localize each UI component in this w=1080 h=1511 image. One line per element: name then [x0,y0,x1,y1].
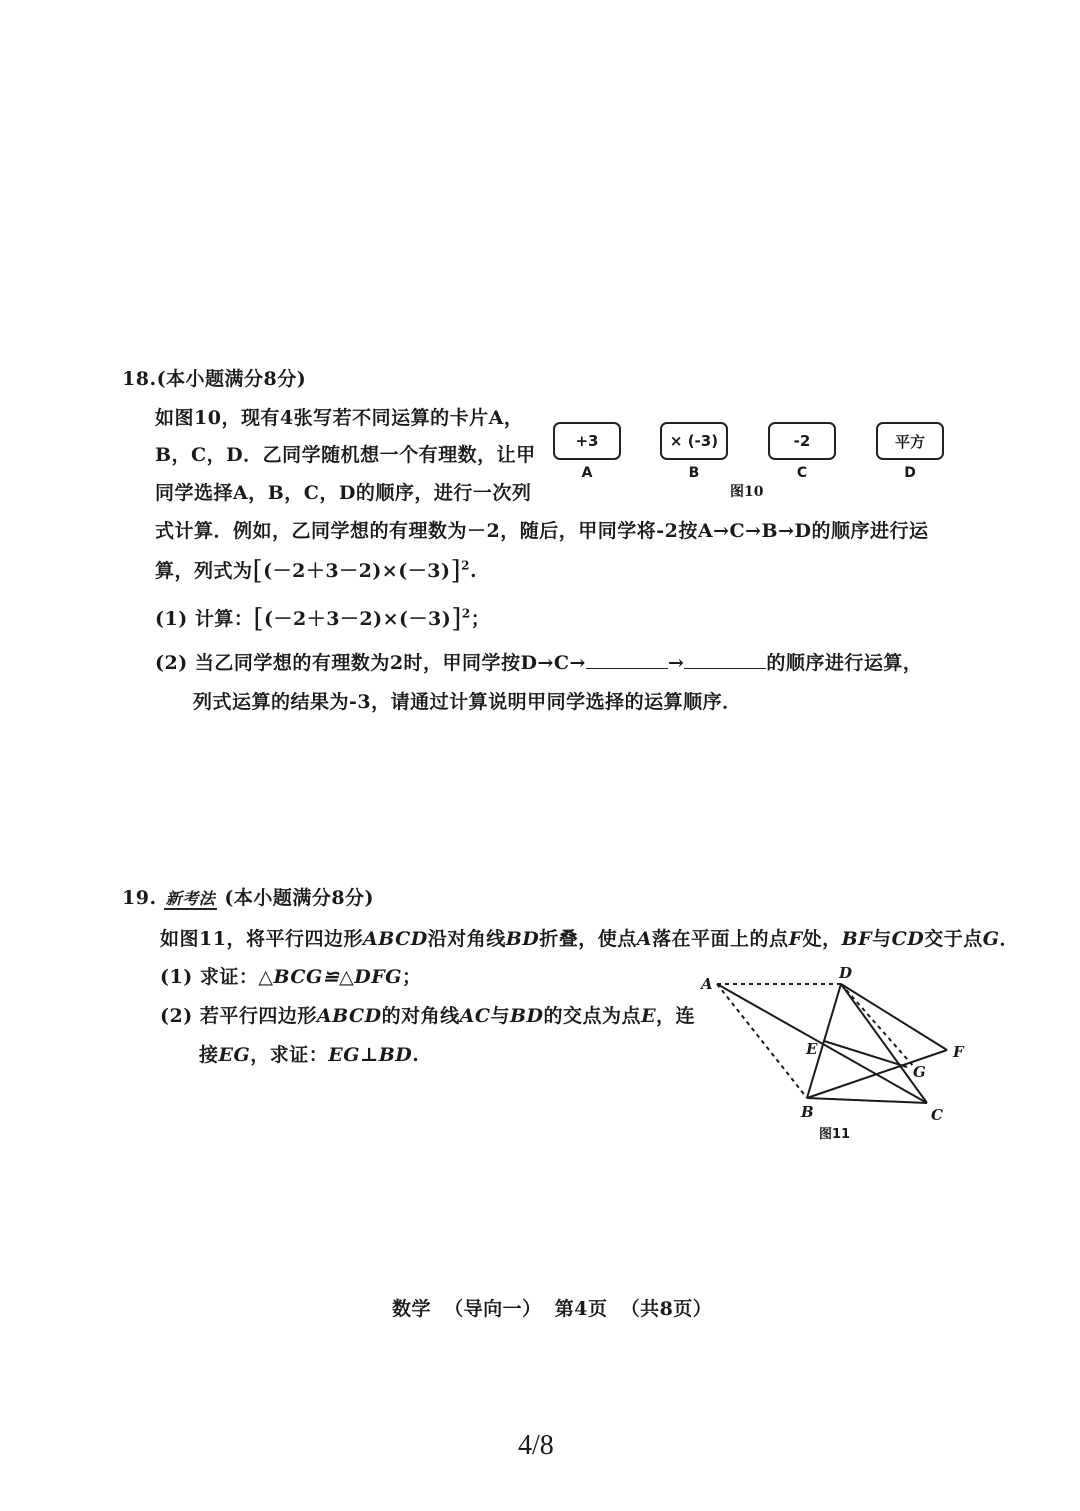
q18-expr-prefix: 算，列式为 [155,560,253,582]
card-b-label: B [688,465,700,481]
card-d: 平方 [876,422,944,460]
q18-part1-inner: (－2＋3－2)×(－3) [263,608,452,630]
q19-part2-line2: 接EG，求证：EG⊥BD. [199,1044,420,1066]
q18-intro-line3: 同学选择A，B，C，D的顺序，进行一次列 [155,482,532,504]
q19-part1: (1) 求证：△BCG≌△DFG； [160,966,422,988]
new-method-badge: 新考法 [165,889,216,908]
point-g-label: G [913,1063,926,1081]
card-d-label: D [904,465,916,481]
q19-stem: 如图11，将平行四边形ABCD沿对角线BD折叠，使点A落在平面上的点F处，BF与CD交于点G． [160,928,1020,950]
q19-part1-math: △BCG≌△DFG [258,966,402,988]
q18-part1-suffix: ； [470,608,491,630]
segment-dc [841,984,927,1103]
q19-part2-line1: (2) 若平行四边形ABCD的对角线AC与BD的交点为点E，连 [160,1005,696,1027]
page-indicator: 4/8 [518,1430,554,1461]
point-d-label: D [839,964,853,982]
segment-dc-dashed [841,984,915,1068]
card-b: × (-3) [660,422,728,460]
point-b-label: B [801,1103,814,1121]
card-a-label: A [581,465,593,481]
q18-intro-line4: 式计算．例如，乙同学想的有理数为－2，随后，甲同学将-2按A→C→B→D的顺序进行运 [155,520,929,542]
segment-bc [807,1098,927,1103]
point-f-label: F [953,1043,964,1061]
point-a-label: A [701,975,713,993]
q18-part2-text-end: 的顺序进行运算， [766,652,923,674]
segment-df [841,984,947,1050]
q18-part2-text: (2) 当乙同学想的有理数为2时，甲同学按D→C→ [155,652,586,674]
q18-part2-line1 [155,648,922,675]
left-bracket: [ [253,604,264,634]
q19-part2-math: EG⊥BD [328,1044,413,1066]
figure-11-caption: 图11 [819,1127,851,1142]
q18-score: (本小题满分8分) [156,368,307,390]
q19-score: (本小题满分8分) [224,887,375,909]
q18-intro-line1: 如图10，现有4张写若不同运算的卡片A， [155,407,524,429]
q18-part1 [155,604,490,634]
q18-expr-period: . [469,560,478,582]
figure-11-diagram [695,960,975,1150]
q18-expr-inner: (－2＋3－2)×(－3) [263,560,451,582]
left-bracket: [ [252,556,264,586]
q18-part2-arrow: → [667,652,685,674]
q18-part1-prefix: (1) 计算： [155,608,254,630]
q18-part2-line2: 列式运算的结果为-3，请通过计算说明甲同学选择的运算顺序． [193,691,742,713]
point-e-label: E [806,1040,818,1058]
right-bracket: ] [451,604,462,634]
q19-number: 19. [122,887,157,909]
segment-ab [717,984,807,1098]
segment-ac [717,984,927,1103]
page-footer: 数学 （导向一） 第4页 （共8页） [392,1298,713,1320]
q18-header [122,364,306,391]
q18-part1-power: 2 [461,606,471,621]
card-c: -2 [768,422,836,460]
answer-blank-1[interactable] [586,654,668,669]
q18-example-expression [155,556,477,586]
q18-intro-line2: B，C，D．乙同学随机想一个有理数，让甲 [155,444,536,466]
point-c-label: C [931,1106,943,1124]
q18-number: 18. [122,368,157,390]
q18-expr-power: 2 [461,558,470,573]
right-bracket: ] [450,556,462,586]
card-c-label: C [796,465,808,481]
q19-header [122,883,374,910]
card-a: +3 [553,422,621,460]
figure-10-caption: 图10 [730,484,764,500]
answer-blank-2[interactable] [684,654,766,669]
